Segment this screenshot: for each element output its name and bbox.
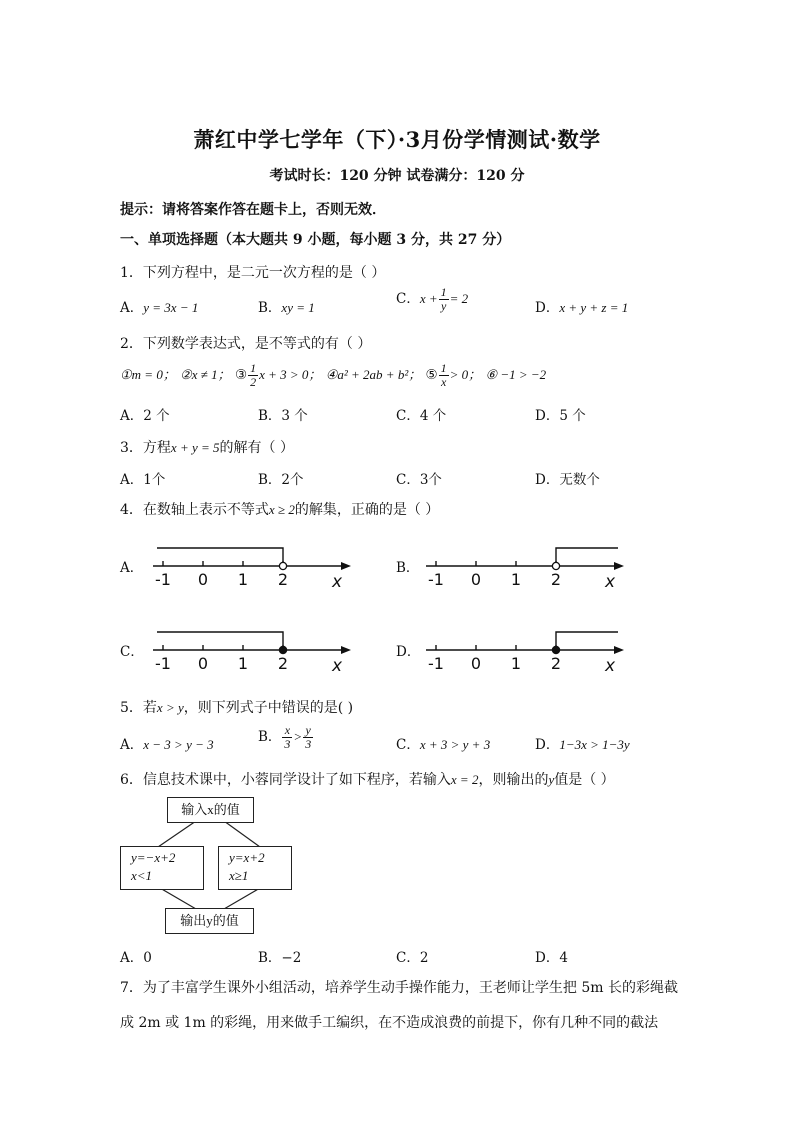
q5-option-b bbox=[258, 724, 314, 751]
q2-item-3-num: 1 bbox=[250, 361, 257, 375]
axis-arrow bbox=[341, 646, 351, 654]
q5-b-fraction-1 bbox=[282, 724, 292, 751]
tick-label: 1 bbox=[510, 654, 522, 673]
connector-left-output bbox=[160, 888, 196, 909]
tick-label: -1 bbox=[428, 654, 444, 673]
solution-ray bbox=[157, 548, 283, 566]
q5-stem bbox=[120, 697, 353, 717]
q5-d-expr: 1−3x > 1−3y bbox=[559, 737, 630, 752]
axis-variable-label: x bbox=[604, 572, 616, 592]
q3-stem bbox=[120, 437, 294, 457]
connector-input-right bbox=[224, 821, 260, 847]
q2-option-a: A．2 个 bbox=[120, 408, 170, 424]
q5-c-label: C． bbox=[396, 737, 420, 753]
q3-option-b: B．2个 bbox=[258, 472, 304, 488]
flow-output-box: 输出y的值 bbox=[165, 908, 254, 934]
tick-label: 0 bbox=[197, 654, 209, 673]
q1-d-expr: x + y + z = 1 bbox=[559, 300, 629, 315]
q1-c-fraction bbox=[439, 286, 449, 313]
q1-option-a bbox=[120, 296, 198, 316]
tick-label: -1 bbox=[428, 570, 444, 589]
flow-left-line-1: y=−x+2 bbox=[131, 850, 176, 865]
exam-hint: 提示：请将答案作答在题卡上，否则无效． bbox=[120, 202, 386, 218]
connector-input-left bbox=[158, 821, 196, 847]
flow-left-line-2: x<1 bbox=[131, 868, 153, 883]
q2-item-3-fraction bbox=[248, 362, 258, 389]
q4-option-d-label: D． bbox=[396, 644, 421, 660]
q5-option-c bbox=[396, 733, 490, 753]
q5-b-label: B． bbox=[258, 729, 282, 745]
q2-item-2: ②x ≠ 1； bbox=[180, 367, 231, 382]
q4-stem-post: 的解集，正确的是（ ） bbox=[294, 502, 440, 518]
q2-item-3-post: x + 3 > 0； bbox=[259, 367, 322, 382]
q1-d-label: D． bbox=[535, 300, 560, 316]
exam-title: 萧红中学七学年（下）·3月份学情测试·数学 bbox=[193, 127, 601, 152]
q5-option-a bbox=[120, 733, 214, 753]
q1-c-label: C． bbox=[396, 291, 420, 307]
q7-line-1: 7．为了丰富学生课外小组活动，培养学生动手操作能力，王老师让学生把 5m 长的彩绳截 bbox=[120, 980, 678, 996]
section-heading: 一、单项选择题（本大题共 9 小题，每小题 3 分，共 27 分） bbox=[120, 232, 511, 248]
q2-item-6: ⑥ −1 > −2 bbox=[485, 367, 547, 382]
flow-right-box bbox=[218, 846, 292, 890]
q4-number-line-b bbox=[418, 536, 633, 594]
q1-a-expr: y = 3x − 1 bbox=[143, 300, 199, 315]
q4-option-b-label: B． bbox=[396, 560, 420, 576]
solution-ray bbox=[157, 632, 283, 650]
q4-number-line-a bbox=[145, 536, 360, 594]
q1-c-num: 1 bbox=[440, 285, 447, 299]
q5-a-label: A． bbox=[120, 737, 144, 753]
q1-c-den: y bbox=[440, 299, 447, 313]
q2-item-4: ④a² + 2ab + b²； bbox=[325, 367, 422, 382]
q2-stem: 2．下列数学表达式，是不等式的有（ ） bbox=[120, 336, 372, 352]
tick-label: 1 bbox=[237, 654, 249, 673]
q1-c-post: = 2 bbox=[449, 291, 469, 306]
q4-stem bbox=[120, 499, 439, 519]
q6-stem-pre: 6．信息技术课中，小蓉同学设计了如下程序，若输入 bbox=[120, 772, 451, 788]
q5-b-den-2: 3 bbox=[305, 737, 312, 751]
q5-b-den-1: 3 bbox=[284, 737, 291, 751]
q3-option-c: C．3个 bbox=[396, 472, 442, 488]
flow-input-box: 输入x的值 bbox=[167, 797, 254, 823]
axis-arrow bbox=[614, 562, 624, 570]
solution-ray bbox=[556, 632, 618, 650]
q5-a-expr: x − 3 > y − 3 bbox=[143, 737, 214, 752]
q6-option-d: D．4 bbox=[535, 950, 568, 966]
q1-option-d bbox=[535, 296, 628, 316]
tick-label: -1 bbox=[155, 654, 171, 673]
q7-line-2: 成 2m 或 1m 的彩绳，用来做手工编织，在不造成浪费的前提下，你有几种不同的截法 bbox=[120, 1015, 659, 1031]
exam-subtitle: 考试时长：120 分钟 试卷满分：120 分 bbox=[269, 168, 525, 184]
q2-item-5-post: > 0； bbox=[449, 367, 482, 382]
q6-stem-var: y bbox=[548, 772, 555, 787]
q4-stem-pre: 4．在数轴上表示不等式 bbox=[120, 502, 269, 518]
q2-option-b: B．3 个 bbox=[258, 408, 308, 424]
q4-option-a-label: A． bbox=[120, 560, 144, 576]
hollow-point bbox=[552, 562, 559, 569]
tick-label: 0 bbox=[197, 570, 209, 589]
q4-stem-expr: x ≥ 2 bbox=[268, 502, 295, 517]
tick-label: 0 bbox=[470, 570, 482, 589]
q4-number-line-d bbox=[418, 620, 633, 678]
q1-b-expr: xy = 1 bbox=[281, 300, 315, 315]
q6-stem-post: 值是（ ） bbox=[554, 772, 615, 788]
tick-label: -1 bbox=[155, 570, 171, 589]
q2-item-3-mark: ③ bbox=[234, 367, 248, 383]
tick-label: 2 bbox=[550, 570, 562, 589]
connector-right-output bbox=[224, 888, 260, 909]
q2-item-3 bbox=[234, 361, 322, 389]
q6-stem-mid: ，则输出的 bbox=[478, 772, 549, 788]
q3-option-a: A．1个 bbox=[120, 472, 166, 488]
q2-option-c: C．4 个 bbox=[396, 408, 447, 424]
hollow-point bbox=[279, 562, 286, 569]
q5-d-label: D． bbox=[535, 737, 560, 753]
flow-right-line-1: y=x+2 bbox=[229, 850, 265, 865]
flow-right-line-2: x≥1 bbox=[229, 868, 249, 883]
q2-item-5-den: x bbox=[440, 375, 447, 389]
q5-stem-expr: x > y bbox=[156, 700, 184, 715]
tick-label: 1 bbox=[510, 570, 522, 589]
axis-variable-label: x bbox=[331, 656, 343, 676]
q3-stem-post: 的解有（ ） bbox=[219, 440, 294, 456]
tick-label: 2 bbox=[277, 570, 289, 589]
q1-c-pre: x + bbox=[419, 291, 438, 306]
tick-label: 2 bbox=[550, 654, 562, 673]
tick-label: 0 bbox=[470, 654, 482, 673]
tick-label: 1 bbox=[237, 570, 249, 589]
q5-stem-pre: 5．若 bbox=[120, 700, 157, 716]
q1-a-label: A． bbox=[120, 300, 144, 316]
axis-variable-label: x bbox=[604, 656, 616, 676]
q2-option-d: D．5 个 bbox=[535, 408, 586, 424]
q2-item-1: ①m = 0； bbox=[120, 367, 176, 382]
q1-option-c bbox=[396, 286, 468, 313]
q1-option-b bbox=[258, 296, 315, 316]
q5-b-num-1: x bbox=[282, 724, 292, 738]
q6-stem-expr: x = 2 bbox=[450, 772, 479, 787]
q6-option-c: C．2 bbox=[396, 950, 429, 966]
q2-item-5 bbox=[425, 361, 482, 389]
q3-stem-pre: 3．方程 bbox=[120, 440, 171, 456]
solid-point bbox=[552, 646, 559, 653]
axis-arrow bbox=[341, 562, 351, 570]
q5-b-fraction-2 bbox=[303, 724, 313, 751]
q4-option-c-label: C． bbox=[120, 644, 144, 660]
q2-item-5-num: 1 bbox=[440, 361, 447, 375]
q2-item-5-mark: ⑤ bbox=[425, 367, 438, 383]
flow-left-box bbox=[120, 846, 204, 890]
q5-stem-post: ，则下列式子中错误的是( ) bbox=[183, 700, 354, 716]
q6-option-b: B．−2 bbox=[258, 950, 302, 966]
q2-expressions bbox=[120, 362, 546, 389]
solution-ray bbox=[556, 548, 618, 566]
q5-b-num-2: y bbox=[303, 724, 313, 738]
axis-arrow bbox=[614, 646, 624, 654]
q3-option-d: D．无数个 bbox=[535, 472, 600, 488]
q2-item-3-den: 2 bbox=[250, 375, 257, 389]
q6-stem bbox=[120, 769, 615, 789]
q2-item-5-fraction bbox=[439, 362, 449, 389]
q1-stem: 1．下列方程中，是二元一次方程的是（ ） bbox=[120, 265, 386, 281]
q4-number-line-c bbox=[145, 620, 360, 678]
tick-label: 2 bbox=[277, 654, 289, 673]
q1-b-label: B． bbox=[258, 300, 282, 316]
q6-option-a: A．0 bbox=[120, 950, 152, 966]
q5-b-gt: > bbox=[293, 729, 303, 744]
axis-variable-label: x bbox=[331, 572, 343, 592]
q3-stem-expr: x + y = 5 bbox=[170, 440, 220, 455]
solid-point bbox=[279, 646, 286, 653]
q5-c-expr: x + 3 > y + 3 bbox=[419, 737, 491, 752]
q5-option-d bbox=[535, 733, 630, 753]
